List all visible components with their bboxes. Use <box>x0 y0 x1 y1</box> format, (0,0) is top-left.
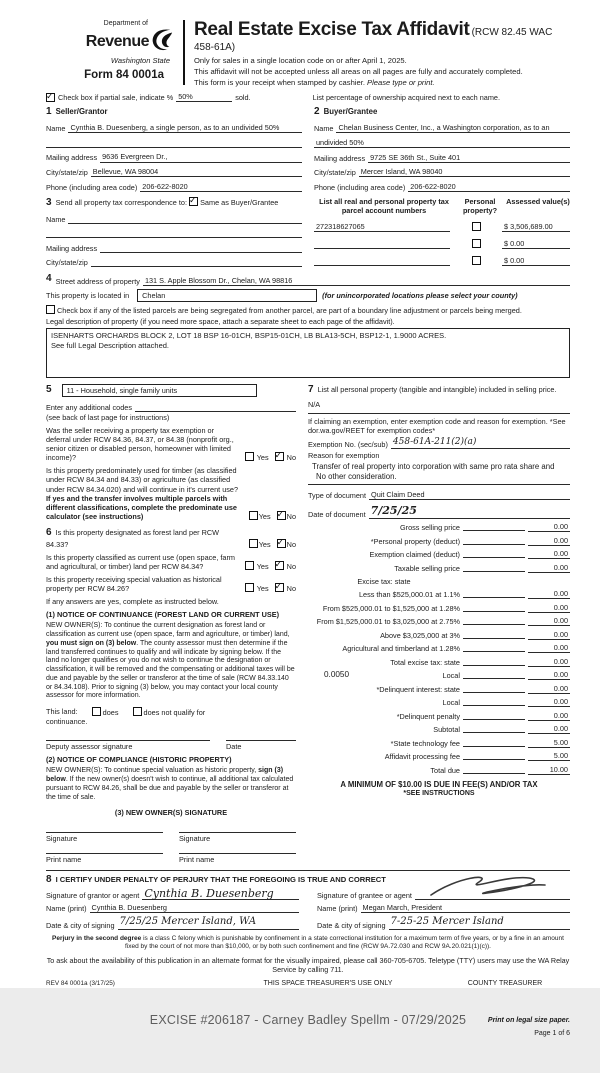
alternate-format-note: To ask about the availability of this publication in an alternate format for the visually impaired, please call 360-705-6705. Teletype (TTY) users may use the WA Relay Service by calling 711. <box>46 955 570 974</box>
timber-bold-text: If yes and the transfer involves multiple parcels with different classifications, complete the predominate use calculator (see instructions) <box>46 493 237 521</box>
washington-state-text: Washington State <box>110 55 170 65</box>
section-4-property <box>46 273 570 378</box>
parcel-table <box>314 197 570 268</box>
codes-note: (see back of last page for instructions) <box>46 412 170 422</box>
section-3-correspondence <box>46 197 302 268</box>
no-checkbox[interactable] <box>277 511 286 520</box>
print-note-block <box>470 1017 570 1040</box>
partial-sale-checkbox[interactable] <box>46 93 55 102</box>
section-2-head <box>314 106 570 119</box>
header-divider <box>183 20 185 85</box>
section-1-number: 1 <box>46 106 52 118</box>
county-dropdown[interactable]: Chelan <box>137 289 317 302</box>
notice-1-bold: you must sign on (3) below <box>46 639 137 647</box>
page-title: Real Estate Excise Tax Affidavit <box>194 19 470 40</box>
tax-row-value[interactable]: 0.00 <box>528 616 570 626</box>
historic-property-question <box>46 575 296 593</box>
personal-property-checkbox[interactable] <box>472 222 481 231</box>
personal-property-intro: List all personal property (tangible and intangible) included in selling price. <box>317 385 557 395</box>
timber-agriculture-question <box>46 466 296 521</box>
deputy-date-label: Date <box>226 742 242 752</box>
current-use-text: Is this property classified as current use (open space, farm and agricultural, or timber) land per RCW 84.34? <box>46 552 235 571</box>
tax-row-label: Affidavit processing fee <box>384 752 460 762</box>
parcel-row <box>314 239 570 249</box>
tax-row-value[interactable]: 10.00 <box>528 765 570 775</box>
no-checkbox[interactable] <box>275 561 284 570</box>
tax-row-value[interactable]: 0.00 <box>528 643 570 653</box>
grantee-name-label: Name (print) <box>317 904 358 914</box>
partial-percent-input[interactable]: 50% <box>176 92 232 102</box>
local-rate-value: 0.0050 <box>324 670 350 680</box>
yes-label: Yes <box>258 539 271 549</box>
tax-row-label: Total excise tax: state <box>390 657 460 667</box>
see-instructions-note: *SEE INSTRUCTIONS <box>403 789 475 797</box>
tax-row-value[interactable]: 0.00 <box>528 522 570 532</box>
buyer-phone-label: Phone (including area code) <box>314 182 406 192</box>
print-name-label: Print name <box>179 854 215 864</box>
notice-2-title: (2) NOTICE OF COMPLIANCE (HISTORIC PROPERTY) <box>46 755 232 765</box>
certify-statement: I CERTIFY UNDER PENALTY OF PERJURY THAT THE FOREGOING IS TRUE AND CORRECT <box>55 874 386 884</box>
treasurer-space-label: THIS SPACE TREASURER'S USE ONLY <box>263 979 393 987</box>
exemption-no-input[interactable]: 458-61A-211(2)(a) <box>391 437 570 449</box>
land-qualify-row <box>46 707 296 717</box>
section-2-number: 2 <box>314 106 320 118</box>
section-4-number: 4 <box>46 273 52 285</box>
personal-property-checkbox[interactable] <box>472 256 481 265</box>
seller-phone-label: Phone (including area code) <box>46 182 138 192</box>
notice-1-post: . The county assessor must then determine if the land transferred continues to qualify and will indicate by signing below. If the land no longer qualifies or you do not wish to continue the designation or classification, it will be removed and the compensating or additional taxes will be due and payable by the seller or transferor at the time of sale (RCW 84.33.140 or 84.34.108). Prior to signing (3) below, you may contact your local county assessor for more information. <box>46 639 295 700</box>
corr-mailing-label: Mailing address <box>46 243 98 253</box>
print-on-legal-note: Print on legal size paper. <box>487 1016 570 1024</box>
form-header <box>46 16 570 87</box>
yes-label: Yes <box>258 511 271 521</box>
historic-property-text: Is this property receiving special valuation as historical property per RCW 84.26? <box>46 574 222 593</box>
yes-label: Yes <box>256 453 269 463</box>
notice-1-pre: NEW OWNER(S): To continue the current designation as forest land or classification as current use (open space, farm and agriculture, or timber) land, <box>46 622 290 639</box>
buyer-city-label: City/state/zip <box>314 168 356 178</box>
timber-answer <box>245 511 296 521</box>
sold-label: sold. <box>235 93 251 103</box>
tax-row-label: *Delinquent penalty <box>396 711 460 721</box>
section-3-head <box>46 197 302 210</box>
parcel-number-input[interactable] <box>314 239 450 249</box>
personal-property-checkbox[interactable] <box>472 239 481 248</box>
legal-description-label: Legal description of property (if you need more space, attach a separate sheet to each page of the affidavit). <box>46 317 395 327</box>
grantor-name-label: Name (print) <box>46 904 87 914</box>
partial-sale-label: Check box if partial sale, indicate % <box>58 93 174 103</box>
seller-exemption-question <box>46 426 296 462</box>
current-use-question <box>46 553 296 571</box>
parcel-row <box>314 222 570 232</box>
personal-property-col-header: Personal property? <box>462 196 498 215</box>
new-owner-signature-title: (3) NEW OWNER(S) SIGNATURE <box>114 808 228 818</box>
seller-mailing-label: Mailing address <box>46 153 98 163</box>
yes-label: Yes <box>256 561 269 571</box>
county-treasurer-label: COUNTY TREASURER <box>467 979 543 987</box>
section-7-number: 7 <box>308 384 314 396</box>
new-owner-signature-line-2[interactable] <box>179 832 296 843</box>
excise-tax-state-header: Excise tax: state <box>357 576 411 586</box>
buyer-name-label: Name <box>314 124 334 134</box>
reason-for-exemption-label: Reason for exemption <box>308 451 380 461</box>
tax-row-value[interactable]: 0.00 <box>528 630 570 640</box>
no-label: No <box>286 561 296 571</box>
grantee-date-input[interactable]: 7-25-25 Mercer Island <box>389 916 570 930</box>
section-6-number: 6 <box>46 527 52 538</box>
tax-row-value[interactable]: 0.00 <box>528 657 570 667</box>
doc-type-label: Type of document <box>308 490 367 500</box>
tax-row-value[interactable]: 5.00 <box>528 738 570 748</box>
subtitle-3-italic: Please type or print. <box>367 77 435 87</box>
new-owner-print-row <box>46 853 296 864</box>
forest-land-text <box>46 527 245 549</box>
exemption-no-label: Exemption No. (sec/sub) <box>308 440 388 450</box>
street-address-label: Street address of property <box>55 276 140 286</box>
tax-row-label: *Personal property (deduct) <box>370 536 460 546</box>
corr-name-input[interactable] <box>68 214 302 224</box>
does-label: does <box>102 708 119 718</box>
forest-land-question-text: Is this property designated as forest land per RCW 84.33? <box>46 528 220 549</box>
seller-mailing-input[interactable]: 9636 Evergreen Dr., <box>100 152 302 162</box>
tax-row-label: Taxable selling price <box>394 563 460 573</box>
tax-row-value[interactable]: 0.00 <box>528 724 570 734</box>
continuance-label: continuance. <box>46 717 88 727</box>
seller-city-input[interactable]: Bellevue, WA 98004 <box>91 167 302 177</box>
tax-row-label: Less than $525,000.01 at 1.1% <box>358 590 460 600</box>
tax-row-label: From $1,525,000.01 to $3,025,000 at 2.75% <box>316 617 460 627</box>
tax-row-label: Local <box>442 698 460 708</box>
footer-row <box>46 980 570 989</box>
forest-land-answer <box>245 539 296 549</box>
notice-1-text <box>46 622 296 701</box>
tax-row-value[interactable]: 0.00 <box>528 603 570 613</box>
signature-label: Signature <box>46 833 78 843</box>
notice-2-text <box>46 767 296 802</box>
buyer-mailing-input[interactable]: 9725 SE 36th St., Suite 401 <box>368 153 570 163</box>
does-not-option <box>133 707 206 717</box>
assessed-value-input[interactable]: $ 0.00 <box>502 256 570 266</box>
no-label: No <box>286 511 296 521</box>
no-label: No <box>286 583 296 593</box>
divider-line <box>308 413 570 414</box>
section-8-number: 8 <box>46 873 52 885</box>
tax-row-value[interactable]: 0.00 <box>528 536 570 546</box>
section-7-head <box>308 384 570 397</box>
notice-2-bold: sign (3) below <box>46 767 284 784</box>
subtitle-2: This affidavit will not be accepted unless all areas on all pages are fully and accurately completed. <box>194 66 523 76</box>
additional-codes-label: Enter any additional codes <box>46 402 132 412</box>
tax-row-label: From $525,000.01 to $1,525,000 at 1.28% <box>322 603 460 613</box>
section-1-title: Seller/Grantor <box>55 107 108 117</box>
subtitle-1: Only for sales in a single location code on or after April 1, 2025. <box>194 55 407 65</box>
grantee-signing-block <box>317 886 570 930</box>
does-checkbox[interactable] <box>92 707 101 716</box>
dor-logo-block <box>46 16 174 83</box>
doc-type-input[interactable]: Quit Claim Deed <box>369 490 570 500</box>
exemption-reason-line1[interactable]: Transfer of real property into corporation with same pro rata share and <box>312 462 555 472</box>
subtitle-3-text: This form is your receipt when stamped by cashier. <box>194 77 368 87</box>
section-2-title: Buyer/Grantee <box>323 107 378 117</box>
deputy-assessor-signature-line[interactable] <box>46 740 210 751</box>
tax-row-value[interactable]: 0.00 <box>528 589 570 599</box>
same-as-buyer-checkbox[interactable] <box>189 197 198 206</box>
left-column <box>46 384 296 864</box>
yes-checkbox[interactable] <box>245 452 254 461</box>
additional-codes-input[interactable] <box>135 402 296 412</box>
tax-row-value[interactable]: 5.00 <box>528 751 570 761</box>
seller-exemption-text: Was the seller receiving a property tax exemption or deferral under RCW 84.36, 84.37, or 84.38 (nonprofit org., senior citizen or disabled person, homeowner with limited income)? <box>46 425 234 463</box>
buyer-city-input[interactable]: Mercer Island, WA 98040 <box>359 167 570 177</box>
section-1-seller <box>46 106 302 192</box>
tax-row-label: *Delinquent interest: state <box>376 684 460 694</box>
no-checkbox[interactable] <box>277 539 286 548</box>
tax-row-value[interactable]: 0.00 <box>528 697 570 707</box>
section-5-head <box>46 384 296 397</box>
segregated-label: Check box if any of the listed parcels are being segregated from another parcel, are part of a boundary line adjustment or parcels being merged. <box>57 305 522 315</box>
tax-row-value[interactable]: 0.00 <box>528 684 570 694</box>
does-not-label: does not qualify for <box>143 708 206 718</box>
print-name-label: Print name <box>46 854 82 864</box>
no-checkbox[interactable] <box>275 452 284 461</box>
dor-swoosh-icon <box>150 27 174 57</box>
signature-label: Signature <box>179 833 211 843</box>
perjury-text: is a class C felony which is punishable by confinement in a state correctional institution for a maximum term of five years, or by a fine in an amount fixed by the court of not more than $10,000, or by both such confinement and fine (RCW 9A.72.030 and RCW 9A.20.021(1)(c)). <box>124 934 564 951</box>
legal-description-line1: ISENHARTS ORCHARDS BLOCK 2, LOT 18 BSP 16-01CH, BSP15-01CH, LB BLA13-5CH, BSP12-1, 1.9000 ACRES. <box>51 331 447 341</box>
grantee-date-label: Date & city of signing <box>317 920 386 930</box>
partial-sale-row <box>46 92 570 102</box>
buyer-name-input[interactable]: Chelan Business Center, Inc., a Washington corporation, as to an <box>336 123 570 133</box>
parcel-table-header <box>314 197 570 215</box>
new-owner-print-line-1[interactable] <box>46 853 163 864</box>
doc-date-input[interactable]: 7/25/25 <box>369 504 570 519</box>
assessed-value-input[interactable]: $ 0.00 <box>502 239 570 249</box>
assessed-value-input[interactable]: $ 3,506,689.00 <box>502 222 570 232</box>
land-use-code-dropdown[interactable]: 11 - Household, single family units <box>62 384 257 397</box>
segregated-checkbox[interactable] <box>46 305 55 314</box>
ownership-note: List percentage of ownership acquired next to each name. <box>312 93 501 103</box>
does-not-checkbox[interactable] <box>133 707 142 716</box>
section-1-head <box>46 106 302 119</box>
corr-name-label: Name <box>46 214 66 224</box>
personal-property-value[interactable]: N/A <box>308 399 321 409</box>
located-note: (for unincorporated locations please select your county) <box>322 290 518 300</box>
tax-row-label: Subtotal <box>433 725 460 735</box>
seller-exemption-answer <box>241 452 296 462</box>
grantee-signature-scribble <box>417 889 568 899</box>
if-any-yes-note: If any answers are yes, complete as instructed below. <box>46 597 219 607</box>
section-3-label: Send all property tax correspondence to: <box>55 197 187 207</box>
doc-date-label: Date of document <box>308 509 366 519</box>
deputy-assessor-row <box>46 740 296 751</box>
seller-name-input[interactable]: Cynthia B. Duesenberg, a single person, as to an undivided 50% <box>68 123 302 133</box>
dept-of-text: Department of <box>103 20 148 27</box>
seller-name2-input[interactable] <box>46 138 302 148</box>
seller-city-label: City/state/zip <box>46 168 88 178</box>
grantor-name-input[interactable]: Cynthia B. Duesenberg <box>90 903 299 913</box>
title-block <box>194 16 570 87</box>
no-label: No <box>286 539 296 549</box>
title-rcw: (RCW 82.45 WAC 458-61A) <box>194 27 553 53</box>
page-number: Page 1 of 6 <box>534 1030 570 1038</box>
notice-2-post: . If the new owner(s) doesn't wish to continue, all additional tax calculated pursuant to RCW 84.26, shall be due and payable by the seller or transferor at the time of sale. <box>46 776 294 801</box>
deputy-date-line[interactable] <box>226 740 296 751</box>
tax-table <box>308 522 570 775</box>
legal-description-line2: See full Legal Description attached. <box>51 340 169 350</box>
notice-1-title: (1) NOTICE OF CONTINUANCE (FOREST LAND OR CURRENT USE) <box>46 610 280 620</box>
yes-label: Yes <box>256 583 269 593</box>
tax-row-value[interactable]: 0.00 <box>528 670 570 680</box>
grantor-date-input[interactable]: 7/25/25 Mercer Island, WA <box>118 916 299 930</box>
section-3-number: 3 <box>46 196 52 208</box>
grantor-sig-label: Signature of grantor or agent <box>46 891 140 901</box>
perjury-statement <box>46 935 570 952</box>
local-label: Local <box>442 671 460 681</box>
tax-row-value[interactable]: 0.00 <box>528 549 570 559</box>
grantee-signature[interactable] <box>415 889 570 900</box>
grantee-name-input[interactable]: Megan March, President <box>361 903 570 913</box>
timber-agriculture-text <box>46 466 245 521</box>
grantee-sig-label: Signature of grantee or agent <box>317 891 412 901</box>
notice-2-pre: NEW OWNER(S): To continue special valuation as historic property, <box>46 767 259 775</box>
parcel-col-header: List all real and personal property tax parcel account numbers <box>319 196 449 215</box>
corr-city-input[interactable] <box>91 257 302 267</box>
minimum-fee-note: A MINIMUM OF $10.00 IS DUE IN FEE(S) AND/OR TAX <box>340 779 538 789</box>
buyer-name2-input[interactable]: undivided 50% <box>314 138 570 148</box>
excise-stamp: EXCISE #206187 - Carney Badley Spellm - 07/29/2025 <box>149 1012 467 1027</box>
timber-text: Is this property predominately used for timber (as classified under RCW 84.34 and 84.33) or agriculture (as classified under RCW 84.34.020) and will continue in it's current use? <box>46 466 239 494</box>
perjury-bold: Perjury in the second degree <box>52 934 142 942</box>
grantor-date-label: Date & city of signing <box>46 920 115 930</box>
no-label: No <box>286 453 296 463</box>
this-land-label: This land: <box>46 707 78 717</box>
tax-row-value[interactable]: 0.00 <box>528 711 570 721</box>
assessed-value-col-header: Assessed value(s) <box>506 196 570 206</box>
located-in-label: This property is located in <box>46 290 130 300</box>
tax-row-label <box>308 671 460 680</box>
new-owner-signature-row <box>46 832 296 843</box>
new-owner-signature-line-1[interactable] <box>46 832 163 843</box>
no-checkbox[interactable] <box>275 583 284 592</box>
buyer-mailing-label: Mailing address <box>314 153 366 163</box>
parcel-row <box>314 256 570 266</box>
stamp-area <box>46 1013 570 1073</box>
legal-description-box[interactable] <box>46 328 570 378</box>
tax-row-label: *State technology fee <box>390 738 460 748</box>
exemption-intro: If claiming an exemption, enter exemption code and reason for exemption. *See dor.wa.gov/REET for exemption codes* <box>308 416 566 435</box>
rev-form-number: REV 84 0001a (3/17/25) <box>46 979 115 987</box>
forest-land-question <box>46 527 296 549</box>
seller-name-label: Name <box>46 124 66 134</box>
tax-row-label: Total due <box>430 765 460 775</box>
corr-mailing-input[interactable] <box>100 243 302 253</box>
tax-row-label: Agricultural and timberland at 1.28% <box>342 644 460 654</box>
seller-phone-input[interactable]: 206-622-8020 <box>140 182 302 192</box>
current-use-answer <box>241 561 296 571</box>
exemption-reason-line2[interactable]: No other consideration. <box>308 472 570 485</box>
form-number: Form 84 0001a <box>84 69 164 82</box>
new-owner-print-line-2[interactable] <box>179 853 296 864</box>
section-5-number: 5 <box>46 384 52 396</box>
corr-name2-input[interactable] <box>46 228 302 238</box>
section-2-buyer <box>314 106 570 192</box>
parcel-number-input[interactable]: 272318627065 <box>314 222 450 232</box>
yes-checkbox[interactable] <box>245 583 254 592</box>
historic-property-answer <box>241 583 296 593</box>
tax-row-label: Above $3,025,000 at 3% <box>380 630 460 640</box>
corr-city-label: City/state/zip <box>46 258 88 268</box>
yes-checkbox[interactable] <box>249 539 258 548</box>
grantor-signing-block <box>46 886 299 930</box>
revenue-text: Revenue <box>85 32 149 50</box>
section-8-certify <box>46 870 570 930</box>
grantor-signature[interactable]: Cynthia B. Duesenberg <box>142 889 299 900</box>
subtitle-3 <box>194 78 570 87</box>
yes-checkbox[interactable] <box>245 561 254 570</box>
same-as-buyer-label: Same as Buyer/Grantee <box>200 197 279 207</box>
does-option <box>92 707 119 717</box>
buyer-phone-input[interactable]: 206-622-8020 <box>408 182 570 192</box>
title-line <box>194 18 570 54</box>
deputy-assessor-label: Deputy assessor signature <box>46 742 133 752</box>
yes-checkbox[interactable] <box>249 511 258 520</box>
tax-row-value[interactable]: 0.00 <box>528 563 570 573</box>
street-address-input[interactable]: 131 S. Apple Blossom Dr., Chelan, WA 98816 <box>143 276 570 286</box>
tax-row-label: Exemption claimed (deduct) <box>369 550 460 560</box>
tax-row-label: Gross selling price <box>399 523 460 533</box>
revenue-wordmark <box>46 27 174 57</box>
parcel-number-input[interactable] <box>314 256 450 266</box>
right-column <box>308 384 570 864</box>
